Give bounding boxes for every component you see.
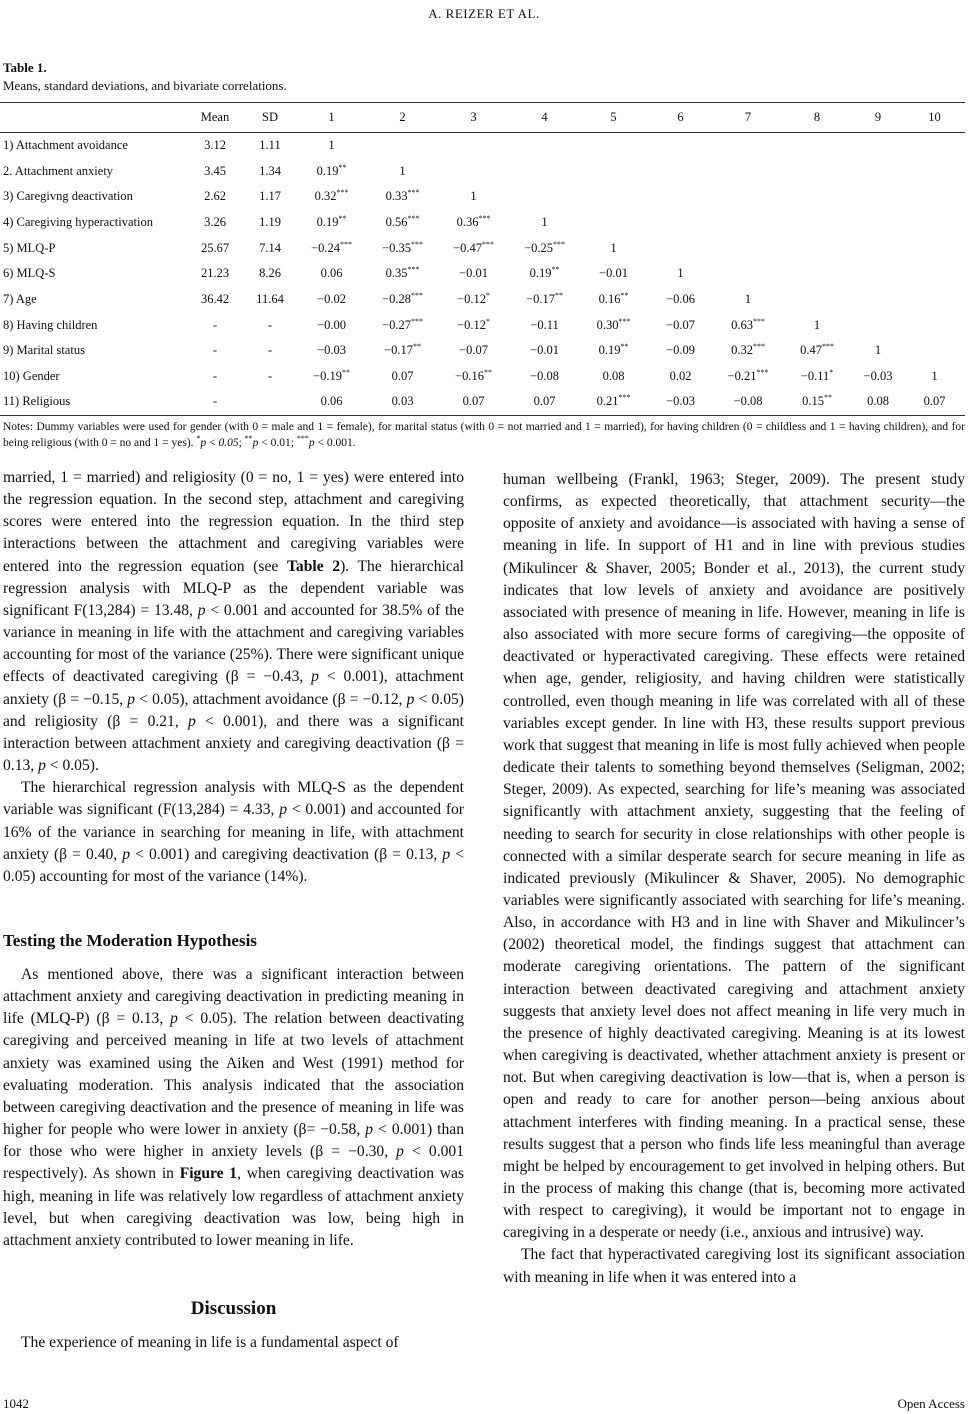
table-row: [0, 364, 965, 390]
table-cell: [647, 184, 714, 210]
table-cell: −0.03: [666, 394, 695, 409]
table-cell: [647, 133, 714, 159]
row-label: 3) Caregivng deactivation: [3, 189, 133, 204]
table-cell: −0.47***: [453, 239, 494, 255]
column-header: [0, 103, 186, 133]
table-cell: [509, 133, 580, 159]
row-label: 6) MLQ-S: [3, 266, 56, 281]
table-row: [0, 235, 965, 261]
table-notes: Notes: Dummy variables were used for gender (with 0 = male and 1 = female), for marital status (with 0 = not married and 1 = married), for having children (0 = childless and 1 = having children), and for being religious (with 0 = no and 1 = yes). *p < 0.05; **p < 0.01; ***p < 0.001.: [3, 421, 965, 449]
paragraph: As mentioned above, there was a significant interaction between attachment anxiety and caregiving deactivation in predicting meaning in life (MLQ-P) (β = 0.13, p < 0.05). The relation between deactivating caregiving and perceived meaning in life at two levels of attachment anxiety was examined using the Aiken and West (1991) method for evaluating moderation. This analysis indicated that the association between caregiving deactivation and the presence of meaning in life was higher for people who were lower in anxiety (β= −0.58, p < 0.001) than for those who were higher in anxiety levels (β = −0.30, p < 0.001 respectively). As shown in Figure 1, when caregiving deactivation was high, meaning in life was relatively low regardless of attachment anxiety level, but when caregiving deactivation was low, being high in attachment anxiety contributed to lower meaning in life.: [3, 966, 464, 1249]
table-cell: [852, 261, 904, 287]
table-cell: [580, 133, 647, 159]
table-cell: 1.17: [259, 189, 281, 204]
page-number: 1042: [3, 1396, 29, 1411]
table-cell: 11.64: [256, 291, 284, 306]
table-cell: [714, 158, 782, 184]
table-cell: 1: [399, 163, 406, 178]
right-column: [503, 469, 965, 1289]
table-cell: −0.12*: [457, 290, 490, 306]
column-header: 8: [813, 110, 821, 124]
table-cell: −0.25***: [524, 239, 565, 255]
table-cell: [714, 210, 782, 236]
table-cell: -: [212, 317, 218, 332]
table-label: Table 1.: [3, 60, 47, 75]
table-cell: 0.19**: [316, 213, 347, 229]
table-cell: [244, 389, 296, 415]
paragraph: married, 1 = married) and religiosity (0 = no, 1 = yes) were entered into the regression equation. In the second step, attachment and caregiving scores were entered into the regression equation. In the third step interactions between the attachment and caregiving variables were entered into the regression equation (see Table 2). The hierarchical regression analysis with MLQ-P as the dependent variable was significant F(13,284) = 13.48, p < 0.001 and accounted for 38.5% of the variance in meaning in life with the attachment and caregiving variables accounting for most of the variance (25%). There were significant unique effects of deactivated caregiving (β = −0.43, p < 0.001), attachment anxiety (β = −0.15, p < 0.05), attachment avoidance (β = −0.12, p < 0.05) and religiosity (β = 0.21, p < 0.001), and there was a significant interaction between attachment anxiety and caregiving deactivation (β = 0.13, p < 0.05).: [3, 469, 464, 775]
table-cell: 0.47***: [800, 342, 834, 358]
table-cell: 3.26: [204, 214, 226, 229]
correlation-table: [0, 102, 965, 416]
table-cell: [904, 210, 965, 236]
table-cell: 0.19**: [598, 342, 629, 358]
table-cell: 0.35***: [385, 265, 420, 281]
table-cell: 0.19**: [529, 265, 560, 281]
table-row: [0, 184, 965, 210]
table-cell: 0.07: [391, 369, 414, 384]
table-cell: 0.06: [320, 394, 343, 409]
column-header: Mean: [200, 110, 230, 124]
table-cell: 7.14: [259, 240, 281, 255]
row-label: 5) MLQ-P: [3, 240, 56, 255]
table-cell: [904, 235, 965, 261]
left-column: [3, 467, 464, 888]
table-cell: [509, 184, 580, 210]
table-cell: −0.19**: [313, 368, 350, 384]
table-row: [0, 261, 965, 287]
row-label: 11) Religious: [3, 394, 71, 409]
table-cell: −0.01: [599, 266, 628, 281]
table-cell: −0.03: [863, 369, 893, 384]
table-cell: 0.19**: [316, 162, 347, 178]
table-cell: 0.32***: [731, 342, 765, 358]
table-cell: 0.63***: [731, 316, 765, 332]
column-header: 5: [610, 110, 617, 124]
table-cell: −0.24***: [311, 239, 352, 255]
table-cell: [904, 184, 965, 210]
table-cell: [904, 133, 965, 159]
table-cell: 1: [931, 369, 938, 384]
table-cell: −0.07: [459, 343, 488, 358]
table-cell: [852, 287, 904, 313]
table-cell: 0.08: [867, 394, 889, 409]
column-header: 9: [874, 110, 882, 124]
table-cell: 0.03: [391, 394, 414, 409]
table-cell: [580, 210, 647, 236]
table-row: [0, 389, 965, 415]
table-cell: −0.08: [733, 394, 763, 409]
column-header: 2: [399, 110, 406, 124]
table-cell: [647, 210, 714, 236]
table-cell: [580, 158, 647, 184]
table-cell: −0.00: [317, 317, 346, 332]
table-cell: [904, 287, 965, 313]
column-header: 7: [744, 110, 752, 124]
table-cell: 2.62: [204, 189, 226, 204]
table-cell: -: [267, 369, 273, 384]
table-body: [0, 133, 965, 416]
table-cell: 1: [328, 138, 335, 153]
table-header-row: [0, 103, 965, 133]
table-cell: 1.19: [259, 214, 281, 229]
table-cell: [852, 184, 904, 210]
table-cell: 0.21***: [596, 393, 631, 409]
paragraph: The experience of meaning in life is a fundamental aspect of: [21, 1334, 399, 1351]
table-cell: [714, 235, 782, 261]
table-cell: 0.15**: [802, 393, 832, 409]
column-header: 10: [928, 110, 941, 124]
table-cell: [782, 287, 852, 313]
left-column-continued: [3, 964, 464, 1252]
table-cell: [904, 261, 965, 287]
table-cell: 1.11: [259, 138, 281, 153]
table-cell: [852, 235, 904, 261]
table-cell: −0.16**: [455, 368, 492, 384]
table-cell: [580, 184, 647, 210]
table-cell: [647, 235, 714, 261]
table-cell: 1: [610, 240, 617, 255]
table-cell: −0.17**: [526, 290, 563, 306]
table-cell: [782, 261, 852, 287]
table-cell: 0.07: [533, 394, 556, 409]
section-heading-discussion: Discussion: [190, 1298, 277, 1319]
paragraph: The fact that hyperactivated caregiving lost its significant association with meaning in life when it was entered into a: [503, 1246, 965, 1286]
table-cell: −0.35***: [382, 239, 423, 255]
column-header: SD: [262, 110, 278, 124]
table-cell: 0.32***: [314, 188, 349, 204]
table-cell: [438, 158, 509, 184]
table-cell: 21.23: [200, 266, 230, 281]
table-cell: 3.45: [204, 163, 226, 178]
table-cell: [438, 133, 509, 159]
paragraph: human wellbeing (Frankl, 1963; Steger, 2009). The present study confirms, as expected theoretically, that attachment security—the opposite of anxiety and avoidance—is associated with having a sense of meaning in life. In support of H1 and in line with previous studies (Mikulincer & Shaver, 2005; Bonder et al., 2013), the current study indicates that low levels of anxiety and avoidance are positively associated with presence of meaning in life. However, meaning in life is also associated with more secure forms of caregiving—the opposite of deactivated or hyperactivated caregiving. These effects were retained when age, gender, religiosity, and having children were statistically controlled, even though meaning in life was correlated with all of these variables except gender. In line with H3, these results support previous work that suggest that meaning in life is most fully achieved when people dedicate their talents to something beyond themselves (Seligman, 2002; Steger, 2009). As expected, searching for life’s meaning was associated significantly with attachment anxiety, suggesting that the feeling of needing to search for security in close relationships with other people is connected with a similar desperate search for secure meaning in life as indicated previously (Mikulincer & Shaver, 2005). No demographic variables were significantly associated with searching for life’s meaning. Also, in accordance with H3 and in line with Shaver and Mikulincer’s (2002) theoretical model, the findings suggest that attachment can moderate caregiving orientations. The pattern of the significant interaction between deactivated caregiving and attachment anxiety suggests that anxiety level does not affect meaning in life very much in the presence of highly deactivated caregiving. Meaning is at its lowest when caregiving is deactivated, whether attachment anxiety is present or not. But when caregiving deactivation is low—that is, when a person is open and ready to care for another person—being anxious about attachment interferes with finding meaning. In a practical sense, these results suggest that a person who finds life less meaningful than average might be helped by encouragement to get involved in helping others. But in the process of making this change (that is, becoming more activated with respect to caregiving), it would be important not to engage in caregiving in a desperate or needy (i.e., anxious and intrusive) way.: [503, 471, 965, 1242]
table-row: [0, 338, 965, 364]
table-cell: −0.28***: [382, 290, 423, 306]
table-cell: 0.07: [462, 394, 485, 409]
table-cell: 0.08: [602, 369, 625, 384]
row-label: 4) Caregiving hyperactivation: [3, 214, 153, 229]
table-cell: −0.03: [317, 343, 346, 358]
row-label: 2. Attachment anxiety: [3, 163, 114, 178]
table-row: [0, 312, 965, 338]
table-cell: 1: [677, 266, 684, 281]
table-cell: -: [212, 369, 218, 384]
table-cell: [904, 338, 965, 364]
table-cell: [367, 133, 438, 159]
table-cell: 0.33***: [385, 188, 420, 204]
row-label: 1) Attachment avoidance: [3, 138, 128, 153]
table-cell: -: [267, 317, 273, 332]
table-cell: 0.36***: [456, 213, 491, 229]
table-cell: [852, 210, 904, 236]
table-cell: [782, 184, 852, 210]
table-cell: [714, 184, 782, 210]
row-label: 9) Marital status: [3, 343, 85, 358]
table-cell: -: [212, 394, 218, 409]
table-row: [0, 133, 965, 159]
table-cell: −0.01: [459, 266, 488, 281]
table-cell: 1: [874, 343, 882, 358]
table-cell: 1.34: [259, 163, 281, 178]
table-cell: 1: [470, 189, 477, 204]
table-cell: -: [267, 343, 273, 358]
table-cell: −0.17**: [384, 342, 421, 358]
table-cell: 1: [813, 317, 821, 332]
column-header: 6: [677, 110, 684, 124]
table-cell: [782, 158, 852, 184]
publisher-label: Open Access: [897, 1396, 965, 1411]
table-row: [0, 210, 965, 236]
table-cell: [904, 312, 965, 338]
table-cell: −0.12*: [457, 316, 490, 332]
row-label: 10) Gender: [3, 369, 60, 384]
table-cell: [509, 158, 580, 184]
column-header: 3: [470, 110, 477, 124]
table-cell: −0.21***: [727, 368, 769, 384]
table-cell: −0.06: [666, 291, 695, 306]
paragraph: The hierarchical regression analysis with MLQ-S as the dependent variable was significant (F(13,284) = 4.33, p < 0.001) and accounted for 16% of the variance in searching for meaning in life, with attachment anxiety (β = 0.40, p < 0.001) and caregiving deactivation (β = 0.13, p < 0.05) accounting for most of the variance (14%).: [3, 779, 465, 885]
row-label: 8) Having children: [3, 317, 98, 332]
table-cell: 3.12: [204, 138, 226, 153]
table-cell: 0.07: [923, 394, 946, 409]
table-cell: 0.30***: [596, 316, 631, 332]
table-cell: [852, 133, 904, 159]
section-heading-moderation: Testing the Moderation Hypothesis: [3, 931, 257, 950]
table-cell: 1: [541, 214, 548, 229]
row-label: 7) Age: [3, 291, 37, 306]
table-cell: [714, 261, 782, 287]
table-cell: −0.02: [317, 291, 346, 306]
column-header: 4: [541, 110, 548, 124]
table-cell: −0.11: [530, 317, 559, 332]
table-cell: 0.16**: [598, 290, 629, 306]
table-cell: −0.09: [666, 343, 695, 358]
table-cell: [782, 210, 852, 236]
table-cell: 0.56***: [385, 213, 420, 229]
table-cell: −0.01: [530, 343, 559, 358]
table-cell: −0.11*: [800, 368, 834, 384]
table-row: [0, 158, 965, 184]
table-cell: 0.02: [669, 369, 692, 384]
table-cell: 36.42: [200, 291, 230, 306]
table-cell: −0.07: [666, 317, 695, 332]
left-column-discussion: [3, 1332, 464, 1354]
table-cell: [782, 133, 852, 159]
table-cell: [852, 312, 904, 338]
table-cell: −0.27***: [382, 316, 423, 332]
table-cell: 25.67: [200, 240, 230, 255]
table-cell: −0.08: [530, 369, 559, 384]
table-cell: [714, 133, 782, 159]
table-cell: 8.26: [259, 266, 281, 281]
running-head: A. REIZER ET AL.: [428, 6, 540, 21]
table-cell: [904, 158, 965, 184]
table-cell: [852, 158, 904, 184]
table-cell: [647, 158, 714, 184]
table-row: [0, 287, 965, 313]
table-cell: 0.06: [320, 266, 343, 281]
table-cell: -: [212, 343, 218, 358]
table-caption: Means, standard deviations, and bivariate correlations.: [3, 78, 287, 93]
table-cell: [782, 235, 852, 261]
column-header: 1: [328, 110, 335, 124]
table-cell: 1: [744, 291, 752, 306]
